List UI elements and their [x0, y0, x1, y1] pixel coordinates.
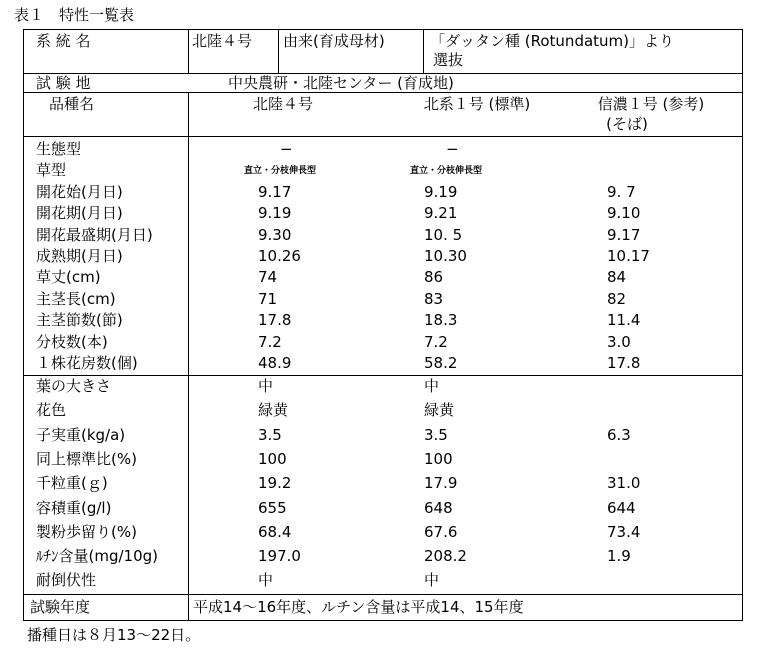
col-header-3: 信濃１号 (参考): [597, 95, 705, 113]
cell-v2: 中: [424, 571, 440, 590]
col-divider: [188, 594, 189, 621]
row-label: 開花始(月日): [36, 182, 123, 201]
row-label: 子実重(kg/a): [36, 425, 126, 444]
cell-v2: 17.9: [424, 474, 458, 493]
row-label: 製粉歩留り(%): [36, 522, 137, 541]
cell-v2: 648: [424, 498, 453, 517]
row-label: 分枝数(本): [36, 332, 108, 351]
col-header-3-sub: (そば): [606, 115, 648, 133]
row-divider: [23, 375, 743, 376]
cell-v3: 3.0: [607, 332, 631, 351]
cell-v2: 3.5: [424, 425, 448, 444]
row-label: ﾙﾁﾝ含量(mg/10g): [36, 547, 158, 566]
row-label: 容積重(g/l): [36, 498, 112, 517]
cell-v2: 直立・分枝伸長型: [410, 166, 483, 177]
cell-v1: 中: [258, 571, 274, 590]
row-label: 同上標準比(%): [36, 449, 137, 468]
col-header-1: 北陸４号: [252, 95, 314, 113]
row-divider: [23, 594, 743, 595]
row-label: １株花房数(個): [36, 354, 138, 372]
cell-v2: 10.30: [424, 247, 467, 265]
cell-v3: 9. 7: [607, 182, 636, 201]
cell-v1: 74: [258, 268, 278, 287]
row-label: 主茎節数(節): [36, 311, 123, 330]
cell-v3: 17.8: [607, 354, 641, 372]
cell-v2: 67.6: [424, 522, 458, 541]
cell-v1: 655: [258, 498, 287, 517]
row-label: 開花期(月日): [36, 204, 123, 223]
cell-v3: 644: [607, 498, 636, 517]
cell-v3: 11.4: [607, 311, 641, 330]
cell-v1: 17.8: [258, 311, 292, 330]
col-divider: [188, 29, 189, 73]
row-label: 草型: [36, 161, 67, 180]
cell-v2: 10. 5: [424, 225, 463, 244]
cell-v1: 直立・分枝伸長型: [244, 166, 317, 177]
cell-v2: −: [446, 140, 459, 158]
cell-v3: 1.9: [607, 547, 631, 566]
cell-v1: 7.2: [258, 332, 282, 351]
table-caption: 表１ 特性一覧表: [14, 6, 135, 24]
cell-v3: 9.17: [607, 225, 641, 244]
cell-v2: 83: [424, 289, 444, 308]
variety-label: 品種名: [49, 95, 95, 113]
site-value: 中央農研・北陸センター (育成地): [228, 74, 454, 92]
lineage-label: 系 統 名: [36, 32, 91, 50]
cell-v1: 9.30: [258, 225, 292, 244]
cell-v3: 31.0: [607, 474, 641, 493]
cell-v1: 197.0: [258, 547, 301, 566]
cell-v2: 58.2: [424, 354, 458, 372]
cell-v1: 48.9: [258, 354, 292, 372]
cell-v1: −: [280, 140, 293, 158]
cell-v1: 71: [258, 289, 278, 308]
cell-v2: 緑黄: [424, 401, 455, 420]
origin-label: 由来(育成母材): [283, 32, 385, 50]
cell-v1: 68.4: [258, 522, 292, 541]
col-divider: [423, 29, 424, 73]
cell-v2: 86: [424, 268, 444, 287]
col-divider: [188, 92, 189, 594]
sowing-note: 播種日は８月13〜22日。: [27, 626, 201, 644]
cell-v3: 84: [607, 268, 627, 287]
row-label: 開花最盛期(月日): [36, 225, 153, 244]
row-label: 花色: [36, 401, 67, 420]
cell-v2: 9.21: [424, 204, 458, 223]
cell-v2: 7.2: [424, 332, 448, 351]
cell-v3: 73.4: [607, 522, 641, 541]
row-label: 草丈(cm): [36, 268, 101, 287]
cell-v1: 9.19: [258, 204, 292, 223]
cell-v2: 18.3: [424, 311, 458, 330]
row-divider: [23, 136, 743, 137]
row-label: 千粒重(ｇ): [36, 474, 108, 493]
cell-v3: 10.17: [607, 247, 650, 265]
cell-v1: 9.17: [258, 182, 292, 201]
row-divider: [23, 92, 743, 93]
cell-v3: 9.10: [607, 204, 641, 223]
cell-v1: 3.5: [258, 425, 282, 444]
row-label: 主茎長(cm): [36, 289, 116, 308]
cell-v3: 82: [607, 289, 627, 308]
cell-v1: 10.26: [258, 247, 301, 265]
cell-v1: 緑黄: [258, 401, 289, 420]
row-label: 生態型: [36, 140, 82, 158]
lineage-name: 北陸４号: [192, 32, 253, 50]
cell-v2: 中: [424, 377, 440, 395]
cell-v3: 6.3: [607, 425, 631, 444]
row-label: 成熟期(月日): [36, 247, 123, 265]
cell-v2: 208.2: [424, 547, 467, 566]
col-divider: [278, 29, 279, 73]
cell-v2: 100: [424, 449, 453, 468]
trial-year-value: 平成14〜16年度、ルチン含量は平成14、15年度: [193, 598, 524, 616]
row-label: 葉の大きさ: [36, 377, 112, 395]
cell-v1: 19.2: [258, 474, 292, 493]
site-label: 試 験 地: [36, 74, 91, 92]
origin-value: 「ダッタン種 (Rotundatum)」より: [430, 32, 675, 50]
cell-v1: 中: [258, 377, 274, 395]
origin-value-cont: 選抜: [433, 51, 464, 69]
trial-year-label: 試験年度: [30, 598, 91, 616]
col-header-2: 北系１号 (標準): [423, 95, 531, 113]
cell-v1: 100: [258, 449, 287, 468]
cell-v2: 9.19: [424, 182, 458, 201]
row-label: 耐倒伏性: [36, 571, 97, 590]
